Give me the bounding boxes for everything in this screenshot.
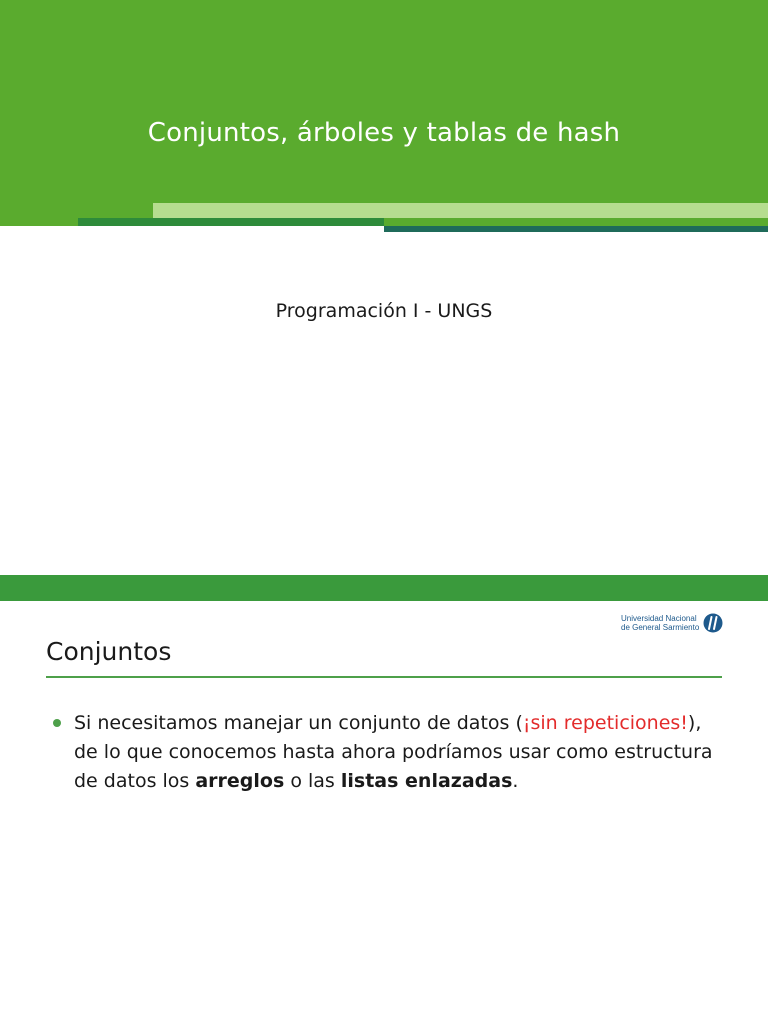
emphasis-arreglos: arreglos (195, 770, 285, 792)
bullet-text-3: de lo que conocemos hasta ahora podríamos usar como estructura (74, 741, 713, 763)
title-band (0, 0, 768, 226)
bullet-text-6: . (512, 770, 519, 792)
decor-stripe-dark (384, 226, 768, 232)
ungs-emblem-icon (703, 613, 723, 633)
logo-line-1: Universidad Nacional (621, 614, 697, 623)
bullet-text-2: ), (687, 712, 702, 734)
university-logo (621, 612, 723, 634)
logo-text (621, 614, 699, 632)
title-rule (46, 676, 722, 678)
logo-line-2: de General Sarmiento (621, 623, 700, 632)
header-bar (0, 575, 768, 601)
alert-text: ¡sin repeticiones! (522, 712, 688, 734)
content-slide (0, 575, 768, 1024)
emphasis-listas-enlazadas: listas enlazadas (340, 770, 513, 792)
deck-title: Conjuntos, árboles y tablas de hash (147, 118, 621, 148)
deck-subtitle: Programación I - UNGS (275, 300, 493, 322)
frame-title: Conjuntos (46, 637, 172, 666)
bullet-text-5: o las (284, 770, 341, 792)
bullet-list (50, 709, 730, 796)
list-item (50, 709, 730, 796)
bullet-icon (53, 719, 61, 727)
decor-stripe-mid (78, 218, 384, 226)
decor-stripe-light (153, 203, 768, 218)
bullet-text-1: Si necesitamos manejar un conjunto de datos ( (74, 712, 523, 734)
bullet-text-4: de datos los (74, 770, 196, 792)
